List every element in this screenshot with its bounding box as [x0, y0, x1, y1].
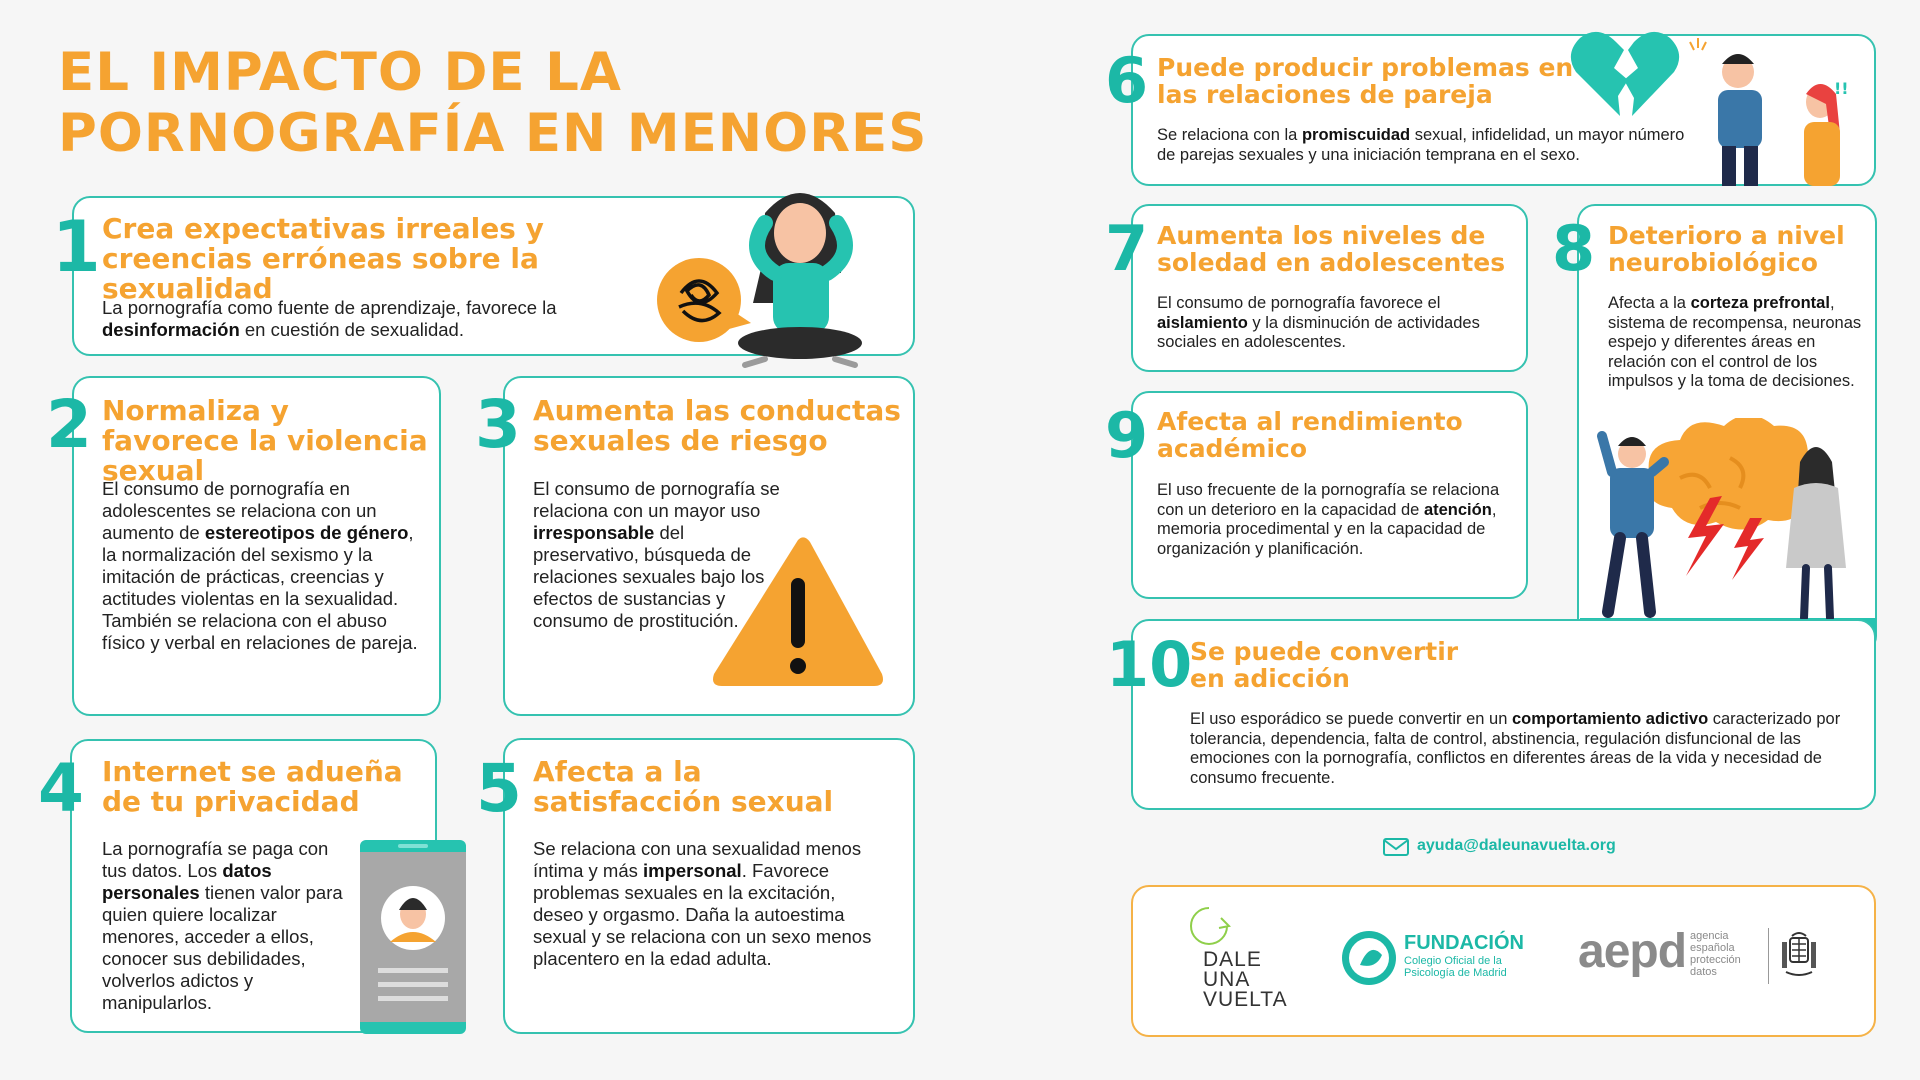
bold-keyword: comportamiento adictivo — [1511, 710, 1709, 728]
bold-keyword: promiscuidad — [1301, 126, 1411, 144]
bold-keyword: estereotipos de género — [204, 522, 409, 543]
card-1-title: Crea expectativas irreales y creencias erróneas sobre la sexualidad — [102, 212, 544, 305]
fundacion-logo — [1404, 932, 1524, 979]
aepd-sub-4: datos — [1690, 966, 1717, 978]
text-segment: Se relaciona con la — [1157, 126, 1302, 144]
card-6-number: 6 — [1105, 44, 1149, 117]
bold-keyword: atención — [1423, 500, 1492, 519]
card-2-number: 2 — [46, 386, 92, 463]
dale-una-vuelta-logo-icon — [1187, 904, 1231, 948]
card-9-number: 9 — [1105, 399, 1149, 472]
brain-stress-illustration — [1580, 418, 1876, 653]
logo-line-3: VUELTA — [1203, 988, 1288, 1011]
text-segment: El uso esporádico se puede convertir en un — [1190, 710, 1512, 728]
card-2-title: Normaliza y favorece la violencia sexual — [102, 394, 428, 487]
card-7-number: 7 — [1105, 212, 1149, 285]
broken-heart-couple-illustration — [1570, 24, 1860, 186]
card-3-number: 3 — [475, 386, 521, 463]
fundacion-sub-1: Colegio Oficial de la — [1404, 955, 1502, 967]
logo-line-1: DALE — [1203, 948, 1262, 971]
bold-keyword: desinformación — [102, 319, 240, 340]
page-title — [58, 42, 927, 164]
text-segment: El consumo de pornografía favorece el — [1157, 294, 1441, 312]
card-8-body — [1608, 294, 1870, 392]
warning-icon — [708, 534, 888, 691]
svg-text:!!: !! — [1834, 79, 1849, 98]
card-9-body — [1157, 481, 1502, 559]
text-segment: El consumo de pornografía se relaciona con un mayor uso — [533, 478, 780, 521]
fundacion-logo-icon — [1340, 929, 1398, 987]
logo-divider — [1768, 928, 1769, 984]
dale-una-vuelta-logo — [1203, 950, 1288, 1010]
card-1-body — [102, 297, 642, 341]
aepd-sub-1: agencia — [1690, 930, 1729, 942]
text-segment: La pornografía como fuente de aprendizaje, favorece la — [102, 297, 557, 318]
card-7-body — [1157, 294, 1522, 353]
phone-profile-icon — [358, 838, 468, 1036]
aepd-logo: aepd — [1578, 925, 1687, 978]
contact-email-link[interactable]: ayuda@daleunavuelta.org — [1417, 837, 1616, 854]
spanish-coat-of-arms-icon — [1778, 930, 1820, 980]
logo-line-2: UNA — [1203, 968, 1251, 991]
bold-keyword: impersonal — [643, 860, 742, 881]
card-9-title: Afecta al rendimiento académico — [1157, 407, 1463, 463]
bold-keyword: aislamiento — [1157, 313, 1248, 332]
card-1-number: 1 — [52, 206, 101, 288]
aepd-sub-2: española — [1690, 942, 1735, 954]
text-segment: . Favorece problemas sexuales en la excitación, deseo y orgasmo. Daña la autoestima sexual y se relaciona con un sexo menos placentero en la edad adulta. — [533, 860, 872, 969]
card-10-body — [1190, 710, 1860, 788]
aepd-subtitle — [1690, 930, 1741, 978]
text-segment: , memoria procedimental y en la capacidad de organización y planificación. — [1157, 500, 1497, 558]
text-segment: en cuestión de sexualidad. — [239, 319, 464, 340]
card-4-number: 4 — [38, 750, 84, 827]
card-4-title: Internet se adueña de tu privacidad — [102, 755, 403, 818]
card-7-title: Aumenta los niveles de soledad en adolescentes — [1157, 221, 1506, 277]
title-line-1: EL IMPACTO DE LA — [58, 42, 622, 103]
text-segment: El consumo de pornografía en adolescentes se relaciona con un aumento de — [102, 478, 377, 543]
card-4-body — [102, 838, 357, 1014]
card-5-number: 5 — [476, 750, 522, 827]
text-segment: del preservativo, búsqueda de relaciones sexuales bajo los efectos de sustancias y consumo de prostitución. — [533, 522, 765, 631]
text-segment: sexual, infidelidad, un mayor número de parejas sexuales y una iniciación temprana en el sexo. — [1157, 126, 1685, 164]
text-segment: El uso frecuente de la pornografía se relaciona con un deterioro en la capacidad de — [1157, 481, 1500, 519]
title-line-2: PORNOGRAFÍA EN MENORES — [58, 103, 928, 164]
text-segment: tienen valor para quien quiere localizar menores, acceder a ellos, conocer sus debilidades, volverlos adictos y manipularlos. — [102, 882, 343, 1013]
fundacion-title: FUNDACIÓN — [1404, 932, 1524, 954]
card-5-title: Afecta a la satisfacción sexual — [533, 755, 834, 818]
text-segment: caracterizado por tolerancia, dependencia, falta de control, abstinencia, regulación disfuncional de las emociones con la pornografía, conflictos en diferentes áreas de la vida y necesidad de consumo frecuente. — [1190, 710, 1841, 787]
text-segment: Se relaciona con una sexualidad menos íntima y más — [533, 838, 862, 881]
bold-keyword: irresponsable — [533, 522, 655, 543]
card-8-number: 8 — [1552, 212, 1596, 285]
card-2-body — [102, 478, 427, 654]
text-segment: , la normalización del sexismo y la imitación de prácticas, creencias y actitudes violentas en la sexualidad. También se relaciona con el abuso físico y verbal en relaciones de pareja. — [102, 522, 418, 653]
stressed-girl-illustration — [655, 183, 895, 368]
text-segment: La pornografía se paga con tus datos. Los — [102, 838, 329, 881]
card-6-title: Puede producir problemas en las relaciones de pareja — [1157, 53, 1574, 109]
card-10-number: 10 — [1106, 628, 1193, 701]
fundacion-sub-2: Psicología de Madrid — [1404, 967, 1507, 979]
bold-keyword: datos personales — [102, 860, 272, 903]
text-segment: y la disminución de actividades sociales en adolescentes. — [1157, 313, 1480, 351]
card-5-body — [533, 838, 888, 970]
envelope-icon — [1383, 838, 1409, 856]
card-3-title: Aumenta las conductas sexuales de riesgo — [533, 394, 901, 457]
card-8-title: Deterioro a nivel neurobiológico — [1608, 221, 1845, 277]
text-segment: Afecta a la — [1608, 294, 1691, 312]
aepd-sub-3: protección — [1690, 954, 1741, 966]
card-10-title: Se puede convertir en adicción — [1190, 637, 1459, 693]
bold-keyword: corteza prefrontal — [1690, 294, 1830, 312]
text-segment: , sistema de recompensa, neuronas espejo y diferentes áreas en relación con el control de los impulsos y la toma de decisiones. — [1608, 294, 1862, 390]
